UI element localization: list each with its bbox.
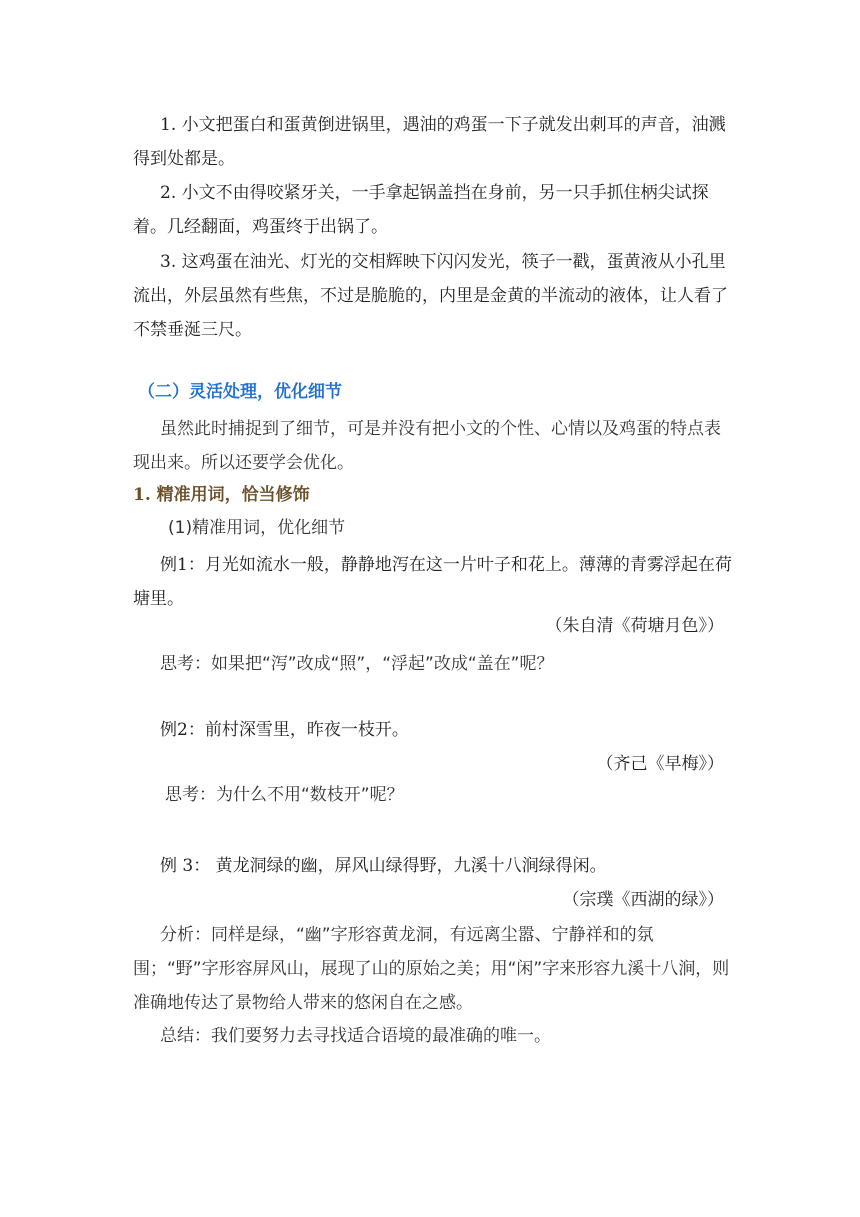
- example-3-source: （宗璞《西湖的绿》）: [562, 890, 724, 910]
- example-1-think: 思考：如果把“泻”改成“照”，“浮起”改成“盖在”呢？: [160, 654, 554, 674]
- analysis-paragraph: 分析：同样是绿，“幽”字形容黄龙洞，有远离尘嚣、宁静祥和的氛围；“野”字形容屏风山，展现了山的原始之美；用“闲”字来形容九溪十八涧，则准确地传达了景物给人带来的悠闲自在之感。: [133, 925, 730, 1013]
- summary-line: 总结：我们要努力去寻找适合语境的最准确的唯一。: [160, 1026, 551, 1046]
- example-3-text: 例 3： 黄龙洞绿的幽，屏风山绿得野，九溪十八涧绿得闲。: [160, 856, 607, 876]
- section-heading: （二）灵活处理，优化细节: [138, 382, 342, 402]
- example-1-text: 例1：月光如流水一般，静静地泻在这一片叶子和花上。薄薄的青雾浮起在荷塘里。: [133, 555, 732, 609]
- subheading-precise-words: 1. 精准用词，恰当修饰: [133, 485, 310, 505]
- example-2-think: 思考：为什么不用“数枝开”呢？: [165, 785, 404, 805]
- example-1-source: （朱自清《荷塘月色》）: [545, 616, 724, 636]
- paragraph-1: 1. 小文把蛋白和蛋黄倒进锅里，遇油的鸡蛋一下子就发出刺耳的声音，油溅得到处都是。: [133, 115, 726, 169]
- paragraph-2: 2. 小文不由得咬紧牙关，一手拿起锅盖挡在身前，另一只手抓住柄尖试探着。几经翻面，鸡蛋终于出锅了。: [133, 183, 709, 237]
- subheading-1a: (1)精准用词，优化细节: [168, 518, 346, 538]
- paragraph-3: 3. 这鸡蛋在油光、灯光的交相辉映下闪闪发光，筷子一戳，蛋黄液从小孔里流出，外层虽然有些焦，不过是脆脆的，内里是金黄的半流动的液体，让人看了不禁垂涎三尺。: [133, 252, 728, 340]
- example-2-source: （齐己《早梅》）: [596, 754, 724, 774]
- intro-paragraph: 虽然此时捕捉到了细节，可是并没有把小文的个性、心情以及鸡蛋的特点表现出来。所以还要学会优化。: [133, 419, 721, 473]
- example-2-text: 例2：前村深雪里，昨夜一枝开。: [160, 720, 409, 740]
